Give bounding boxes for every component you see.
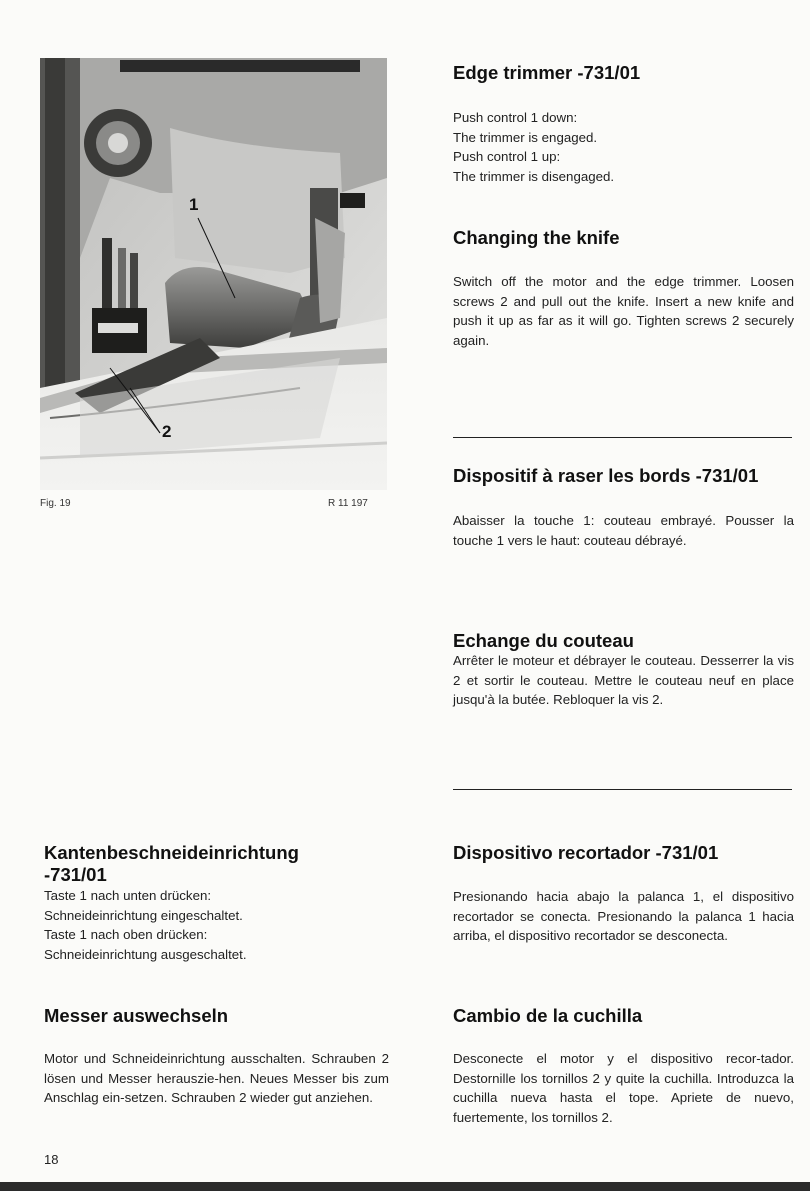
english-title: Edge trimmer -731/01 xyxy=(453,62,641,83)
german-line-3: Taste 1 nach oben drücken: xyxy=(44,927,208,942)
callout-2: 2 xyxy=(162,422,172,441)
german-knife-title: Messer auswechseln xyxy=(44,1005,229,1026)
french-text: Abaisser la touche 1: couteau embrayé. Pousser la touche 1 vers le haut: couteau débrayé. xyxy=(453,513,794,548)
german-line-1: Taste 1 nach unten drücken: xyxy=(44,888,212,903)
english-knife-title: Changing the knife xyxy=(453,227,620,248)
spanish-knife-text: Desconecte el motor y el dispositivo recor-tador. Destornille los tornillos 2 y quite la cuchilla. Introduzca la cuchilla nueva hasta el tope. Apriete de nuevo, fuertemente, los tornillos 2. xyxy=(453,1051,794,1125)
scan-edge xyxy=(0,1182,810,1191)
french-knife-title: Echange du couteau xyxy=(453,630,634,651)
french-knife-text: Arrêter le moteur et débrayer le couteau. Desserrer la vis 2 et sortir le couteau. Mettre le couteau neuf en place jusqu'à la butée. Rebloquer la vis 2. xyxy=(453,653,794,707)
spanish-knife-title: Cambio de la cuchilla xyxy=(453,1005,643,1026)
callout-1: 1 xyxy=(189,195,199,214)
sewing-machine-photo xyxy=(40,58,387,490)
figure-label: Fig. 19 xyxy=(40,498,71,509)
figure-reference: R 11 197 xyxy=(328,498,368,509)
german-knife-text: Motor und Schneideinrichtung ausschalten. Schrauben 2 lösen und Messer herauszie-hen. Neues Messer bis zum Anschlag ein-setzen. Schrauben 2 wieder gut anziehen. xyxy=(44,1051,389,1105)
english-knife-text: Switch off the motor and the edge trimmer. Loosen screws 2 and pull out the knife. Insert a new knife and push it up as far as it will go. Tighten screws 2 securely again. xyxy=(453,274,794,348)
english-line-3: Push control 1 up: xyxy=(453,149,561,164)
english-instructions xyxy=(453,108,793,186)
french-title: Dispositif à raser les bords -731/01 xyxy=(453,465,759,486)
german-line-4: Schneideinrichtung ausgeschaltet. xyxy=(44,946,247,962)
divider-1 xyxy=(453,437,792,438)
divider-2 xyxy=(453,789,792,790)
figure-photo xyxy=(40,58,387,490)
spanish-title: Dispositivo recortador -731/01 xyxy=(453,842,719,863)
english-line-4: The trimmer is disengaged. xyxy=(453,168,615,184)
spanish-text: Presionando hacia abajo la palanca 1, el dispositivo recortador se conecta. Presionando la palanca 1 hacia arriba, el dispositivo recortador se desconecta. xyxy=(453,889,794,943)
german-title-line-2: -731/01 xyxy=(44,864,107,885)
german-instructions xyxy=(44,886,389,964)
english-line-1: Push control 1 down: xyxy=(453,110,578,125)
german-title-line-1: Kantenbeschneideinrichtung xyxy=(44,842,299,863)
english-section xyxy=(453,62,793,186)
page-number: 18 xyxy=(44,1152,59,1167)
german-line-2: Schneideinrichtung eingeschaltet. xyxy=(44,907,243,923)
english-line-2: The trimmer is engaged. xyxy=(453,129,598,145)
